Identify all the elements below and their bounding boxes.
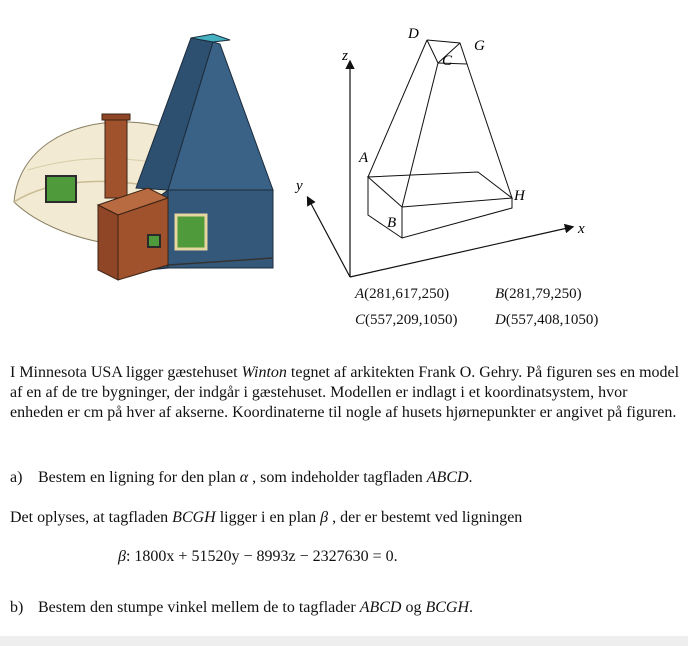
plane-beta-symbol: β	[320, 509, 329, 526]
coord-D: D(557,408,1050)	[495, 312, 599, 328]
dome-window	[46, 176, 76, 202]
coordinates-row-1	[355, 286, 582, 303]
question-a: a) Bestem en ligning for den plan α , som indeholder tagfladen ABCD.	[10, 469, 473, 486]
x-axis	[350, 227, 572, 277]
x-axis-label: x	[578, 221, 585, 237]
vertex-label-D: D	[408, 26, 419, 42]
chimney	[105, 118, 127, 198]
house-illustration	[8, 30, 283, 285]
y-axis-label: y	[296, 178, 303, 194]
bottom-bar	[0, 636, 688, 646]
plane-alpha-symbol: α	[239, 469, 249, 486]
info-paragraph: Det oplyses, at tagfladen BCGH ligger i en plan β , der er bestemt ved ligningen	[10, 509, 523, 526]
vertex-label-G: G	[474, 38, 485, 54]
vertex-label-C: C	[442, 53, 453, 69]
z-axis-label: z	[342, 48, 348, 64]
brick-building-front	[98, 205, 118, 280]
vertex-label-H: H	[514, 188, 525, 204]
brick-building-window	[148, 235, 160, 247]
blue-building-window	[176, 215, 206, 249]
coord-B: B(281,79,250)	[495, 286, 582, 302]
y-axis	[308, 198, 350, 277]
question-b-label: b)	[10, 599, 24, 616]
question-a-label: a)	[10, 469, 23, 486]
intro-paragraph: I Minnesota USA ligger gæstehuset Winton tegnet af arkitekten Frank O. Gehry. På figuren ses en model af en af de tre bygninger, der indgår i gæstehuset. Modellen er indlagt i et koordinatsystem, hvor enheden er cm på hver af akserne. Koordinaterne til nogle af husets hjørnepunkter er angivet på figuren.	[10, 364, 680, 421]
house-wireframe	[368, 40, 512, 238]
vertex-label-B: B	[387, 215, 397, 231]
coord-A: A(281,617,250)	[355, 286, 450, 302]
plane-equation: β: 1800x + 51520y − 8993z − 2327630 = 0.	[118, 548, 398, 565]
coordinates-row-2	[355, 312, 598, 329]
question-b: b) Bestem den stumpe vinkel mellem de to tagflader ABCD og BCGH.	[10, 599, 474, 616]
vertex-label-A: A	[359, 150, 369, 166]
coord-C: C(557,209,1050)	[355, 312, 458, 328]
wireframe-figure	[290, 20, 600, 285]
